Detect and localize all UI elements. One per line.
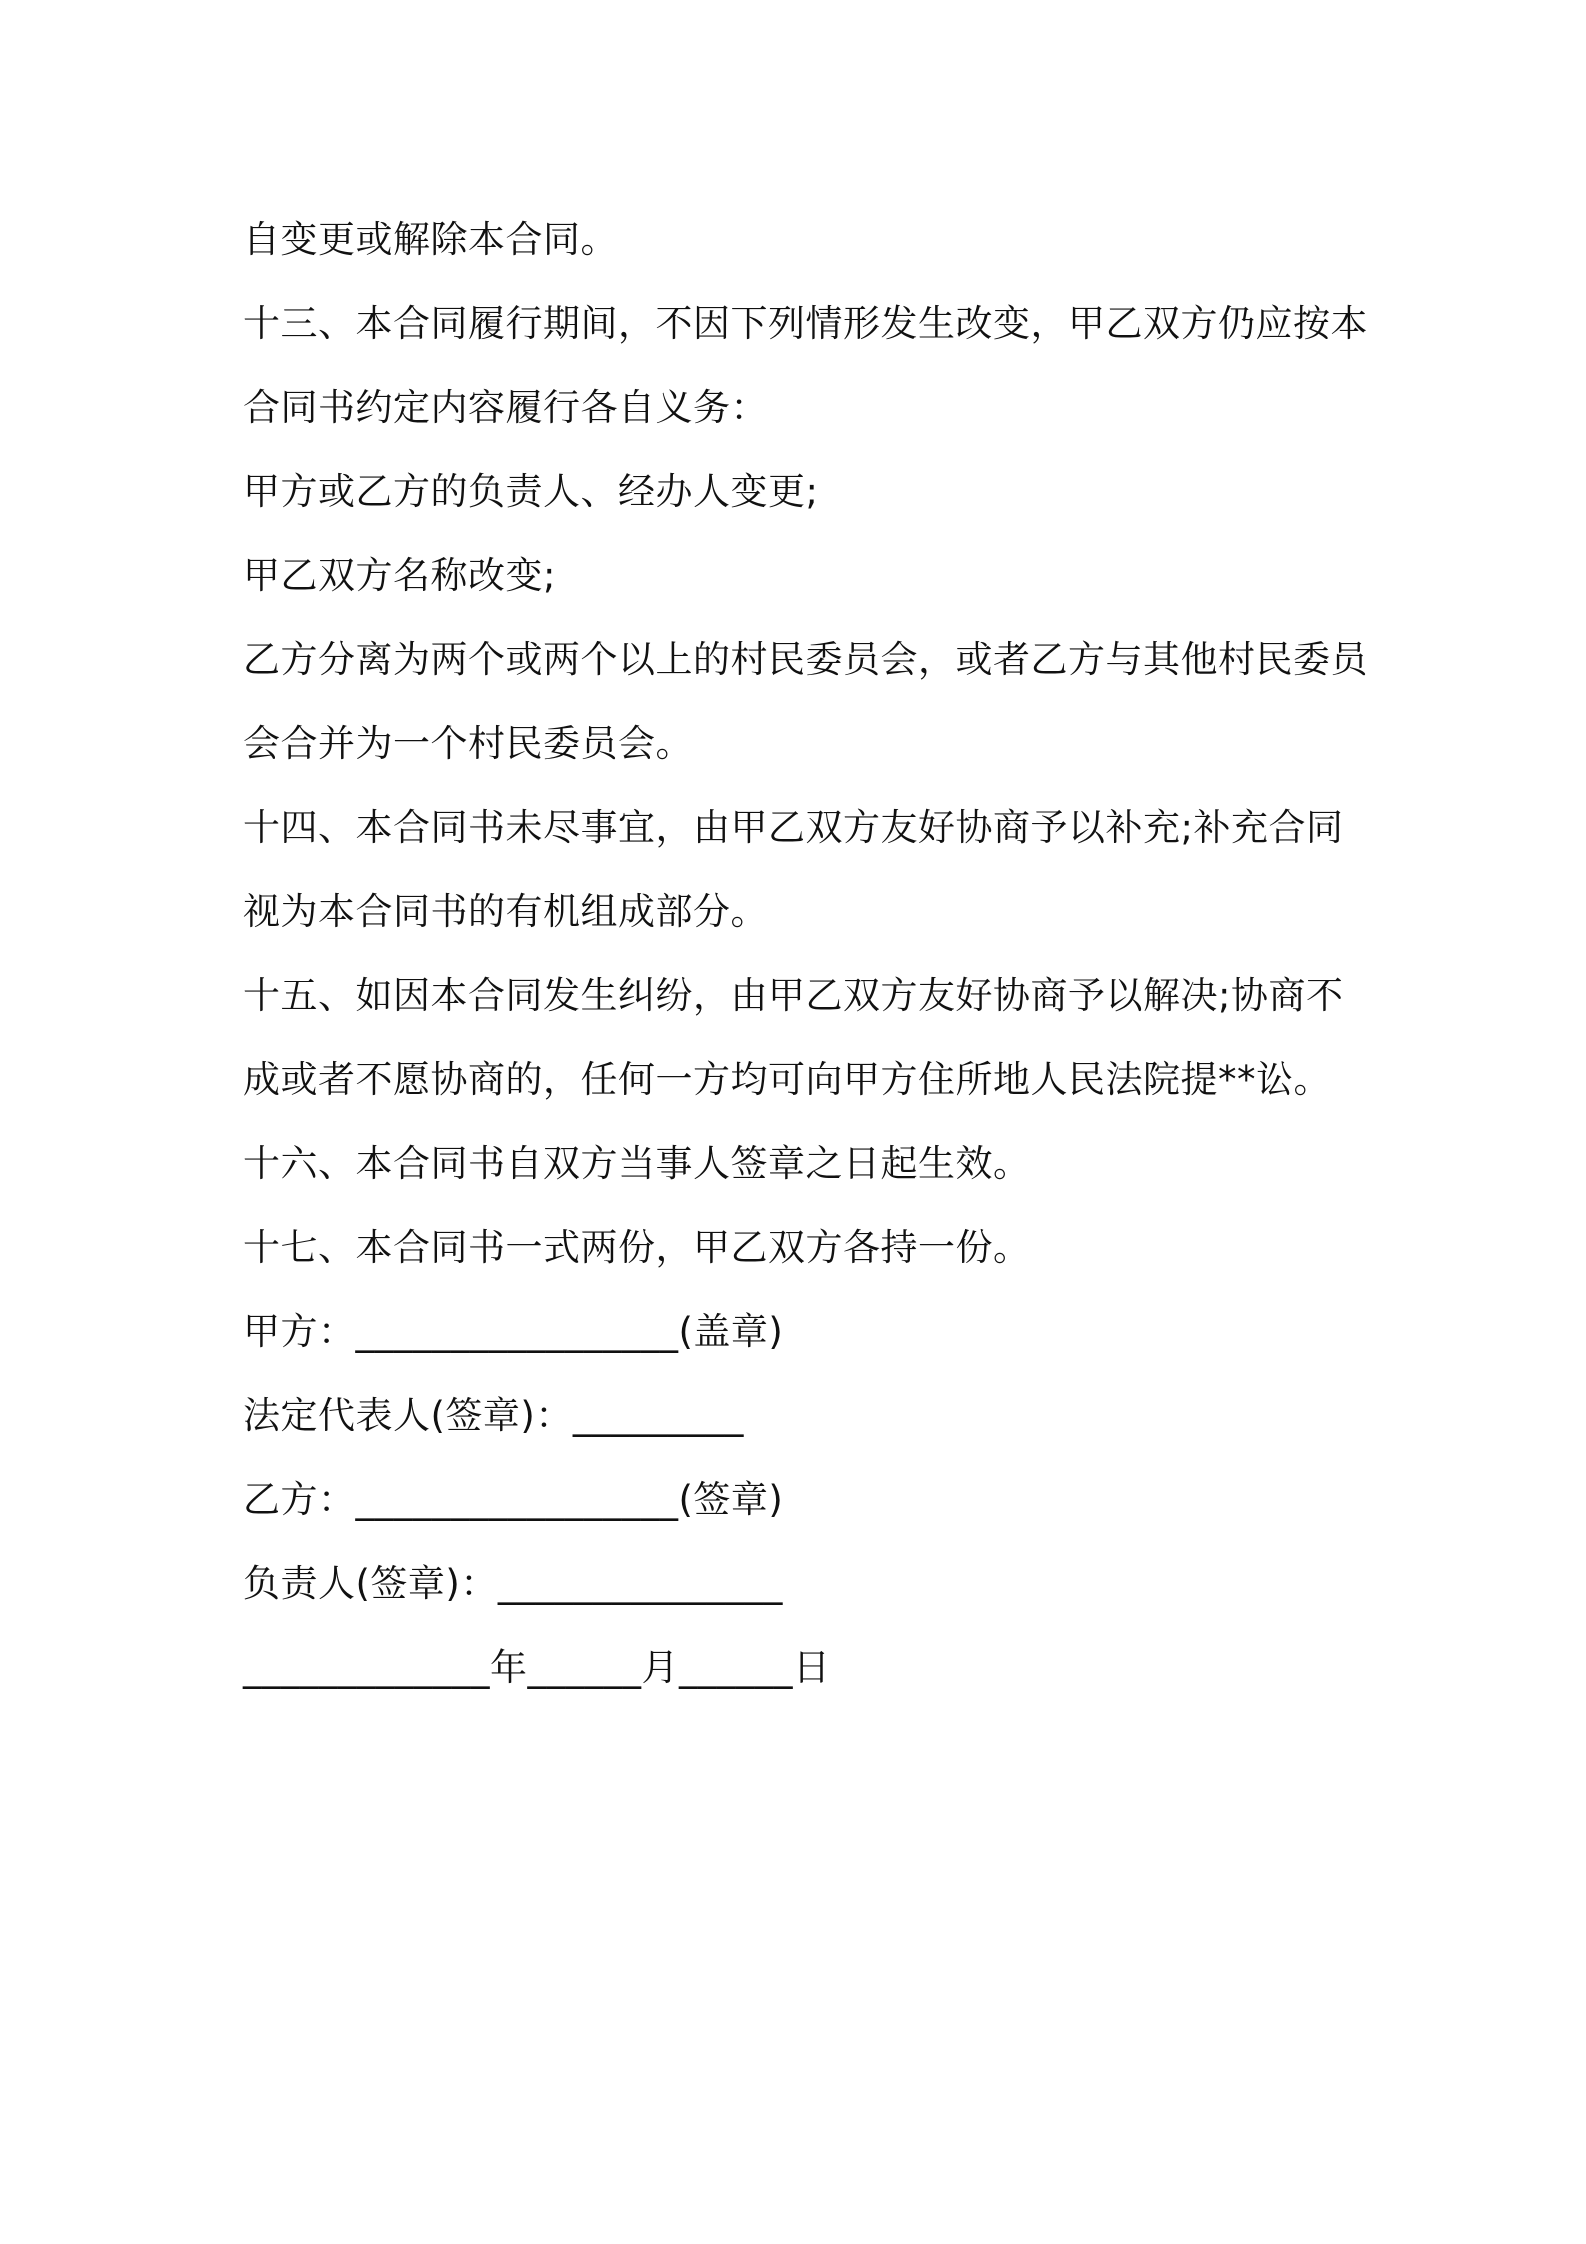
clause-14: 十四、本合同书未尽事宜，由甲乙双方友好协商予以补充;补充合同 <box>243 806 1344 849</box>
party-b-signature-line: 乙方：_________________(签章) <box>243 1478 784 1521</box>
document-body <box>243 198 1368 1710</box>
text-line: 甲方或乙方的负责人、经办人变更; <box>243 470 819 513</box>
clause-15: 十五、如因本合同发生纠纷，由甲乙双方友好协商予以解决;协商不 <box>243 974 1344 1017</box>
text-line: 自变更或解除本合同。 <box>243 218 618 261</box>
text-line: 成或者不愿协商的，任何一方均可向甲方住所地人民法院提**讼。 <box>243 1058 1331 1101</box>
clause-16: 十六、本合同书自双方当事人签章之日起生效。 <box>243 1142 1031 1185</box>
text-line: 合同书约定内容履行各自义务： <box>243 386 768 429</box>
legal-representative-signature-line: 法定代表人(签章)：_________ <box>243 1394 744 1437</box>
party-a-signature-line: 甲方：_________________(盖章) <box>243 1310 784 1353</box>
clause-17: 十七、本合同书一式两份，甲乙双方各持一份。 <box>243 1226 1031 1269</box>
clause-13: 十三、本合同履行期间，不因下列情形发生改变，甲乙双方仍应按本 <box>243 302 1368 345</box>
date-line: _____________年______月______日 <box>243 1646 831 1689</box>
text-line: 甲乙双方名称改变; <box>243 554 556 597</box>
responsible-person-signature-line: 负责人(签章)：_______________ <box>243 1562 783 1605</box>
text-line: 视为本合同书的有机组成部分。 <box>243 890 768 933</box>
text-line: 乙方分离为两个或两个以上的村民委员会，或者乙方与其他村民委员 <box>243 638 1368 681</box>
text-line: 会合并为一个村民委员会。 <box>243 722 693 765</box>
